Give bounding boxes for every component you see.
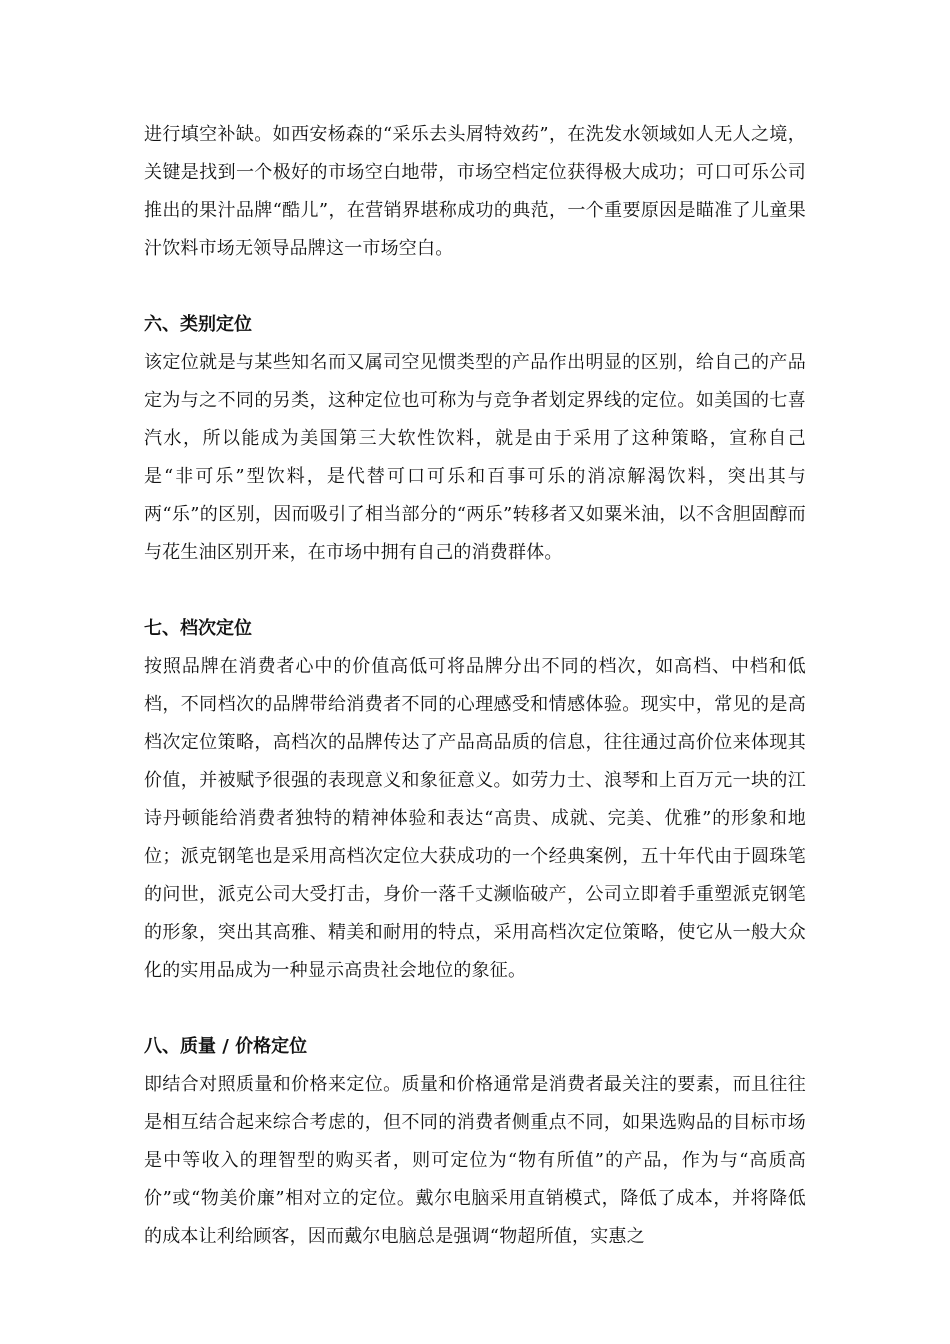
- section-paragraph-quality-price: 即结合对照质量和价格来定位。质量和价格通常是消费者最关注的要素，而且往往是相互结合起来综合考虑的，但不同的消费者侧重点不同，如果选购品的目标市场是中等收入的理智型的购买者，则可定位为“物有所值”的产品，作为与“高质高价”或“物美价廉”相对立的定位。戴尔电脑采用直销模式，降低了成本，并将降低的成本让利给顾客，因而戴尔电脑总是强调“物超所值，实惠之: [144, 1074, 806, 1247]
- section-heading-grade: 七、档次定位: [144, 618, 252, 639]
- intro-paragraph: 进行填空补缺。如西安杨森的“采乐去头屑特效药”，在洗发水领域如人无人之境，关键是找到一个极好的市场空白地带，市场空档定位获得极大成功；可口可乐公司推出的果汁品牌“酷儿”，在营销界堪称成功的典范，一个重要原因是瞄准了儿童果汁饮料市场无领导品牌这一市场空白。: [144, 124, 806, 259]
- section-heading-category: 六、类别定位: [144, 314, 252, 335]
- section-gap: [144, 990, 806, 1028]
- section-gap: [144, 268, 806, 306]
- section-paragraph-grade: 按照品牌在消费者心中的价值高低可将品牌分出不同的档次，如高档、中档和低档，不同档次的品牌带给消费者不同的心理感受和情感体验。现实中，常见的是高档次定位策略，高档次的品牌传达了产品高品质的信息，往往通过高价位来体现其价值，并被赋予很强的表现意义和象征意义。如劳力士、浪琴和上百万元一块的江诗丹顿能给消费者独特的精神体验和表达“高贵、成就、完美、优雅”的形象和地位；派克钢笔也是采用高档次定位大获成功的一个经典案例，五十年代由于圆珠笔的问世，派克公司大受打击，身价一落千丈濒临破产，公司立即着手重塑派克钢笔的形象，突出其高雅、精美和耐用的特点，采用高档次定位策略，使它从一般大众化的实用品成为一种显示高贵社会地位的象征。: [144, 656, 806, 981]
- section-heading-quality-price: 八、质量 / 价格定位: [144, 1036, 308, 1057]
- document-page: [144, 116, 806, 1256]
- section-gap: [144, 572, 806, 610]
- section-paragraph-category: 该定位就是与某些知名而又属司空见惯类型的产品作出明显的区别，给自己的产品定为与之不同的另类，这种定位也可称为与竞争者划定界线的定位。如美国的七喜汽水，所以能成为美国第三大软性饮料，就是由于采用了这种策略，宣称自己是“非可乐”型饮料，是代替可口可乐和百事可乐的消凉解渴饮料，突出其与两“乐”的区别，因而吸引了相当部分的“两乐”转移者又如粟米油，以不含胆固醇而与花生油区别开来，在市场中拥有自己的消费群体。: [144, 352, 806, 563]
